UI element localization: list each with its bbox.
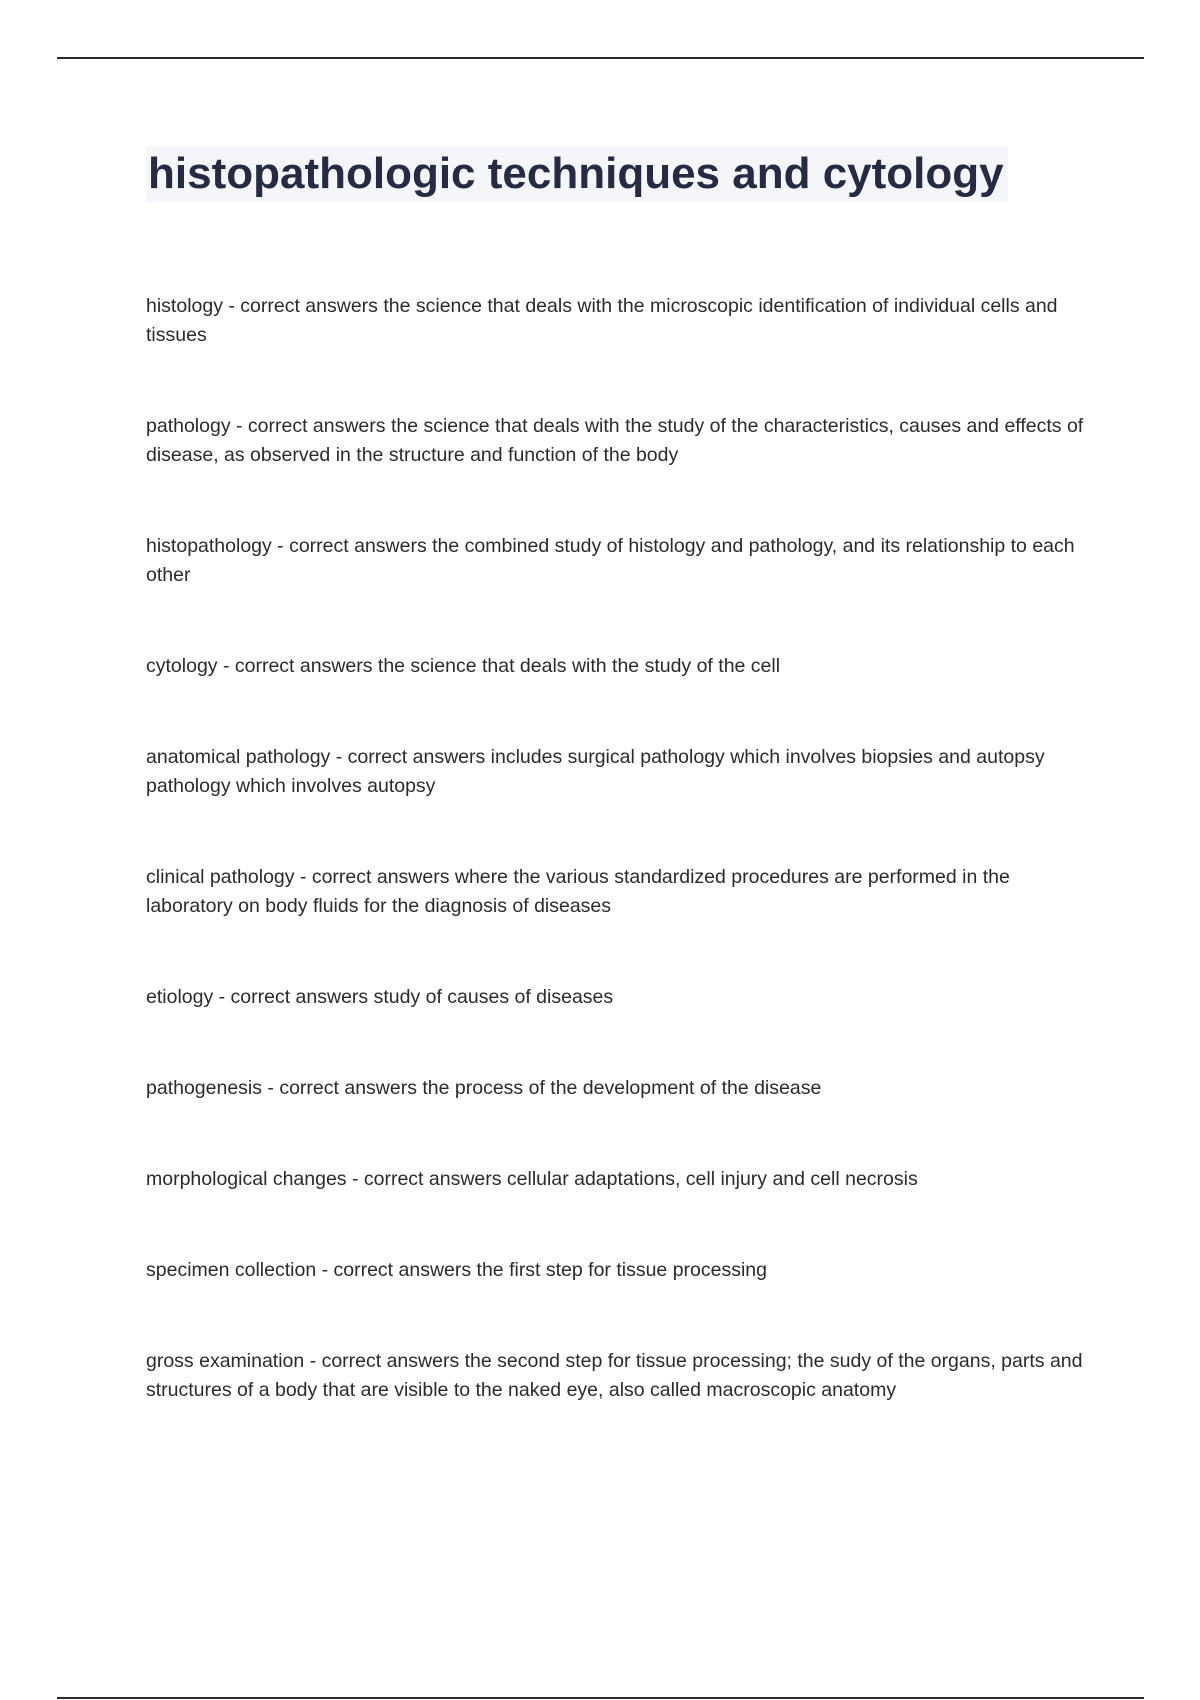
- definition-entry: specimen collection - correct answers the first step for tissue processing: [146, 1259, 768, 1281]
- definition-entry: pathology - correct answers the science that deals with the study of the characteristics, causes and effects of disease, as observed in the structure and function of the body: [146, 415, 1084, 466]
- definition-entry: cytology - correct answers the science that deals with the study of the cell: [146, 655, 781, 677]
- definition-entry: pathogenesis - correct answers the process of the development of the disease: [146, 1077, 822, 1099]
- definition-entry: histology - correct answers the science that deals with the microscopic identification of individual cells and tissues: [146, 295, 1058, 346]
- document-title: histopathologic techniques and cytology: [148, 149, 1004, 198]
- definition-entry: morphological changes - correct answers cellular adaptations, cell injury and cell necrosis: [146, 1168, 918, 1190]
- title-highlight: [146, 146, 1008, 202]
- definition-entry: clinical pathology - correct answers where the various standardized procedures are performed in the laboratory on body fluids for the diagnosis of diseases: [146, 866, 1010, 917]
- top-divider: [57, 57, 1144, 59]
- definition-entry: etiology - correct answers study of causes of diseases: [146, 986, 614, 1008]
- definition-entry: anatomical pathology - correct answers includes surgical pathology which involves biopsies and autopsy pathology which involves autopsy: [146, 746, 1045, 797]
- definition-entry: histopathology - correct answers the combined study of histology and pathology, and its relationship to each other: [146, 535, 1075, 586]
- definition-entry: gross examination - correct answers the second step for tissue processing; the sudy of the organs, parts and structures of a body that are visible to the naked eye, also called macroscopic anatomy: [146, 1350, 1083, 1401]
- bottom-divider: [57, 1697, 1144, 1699]
